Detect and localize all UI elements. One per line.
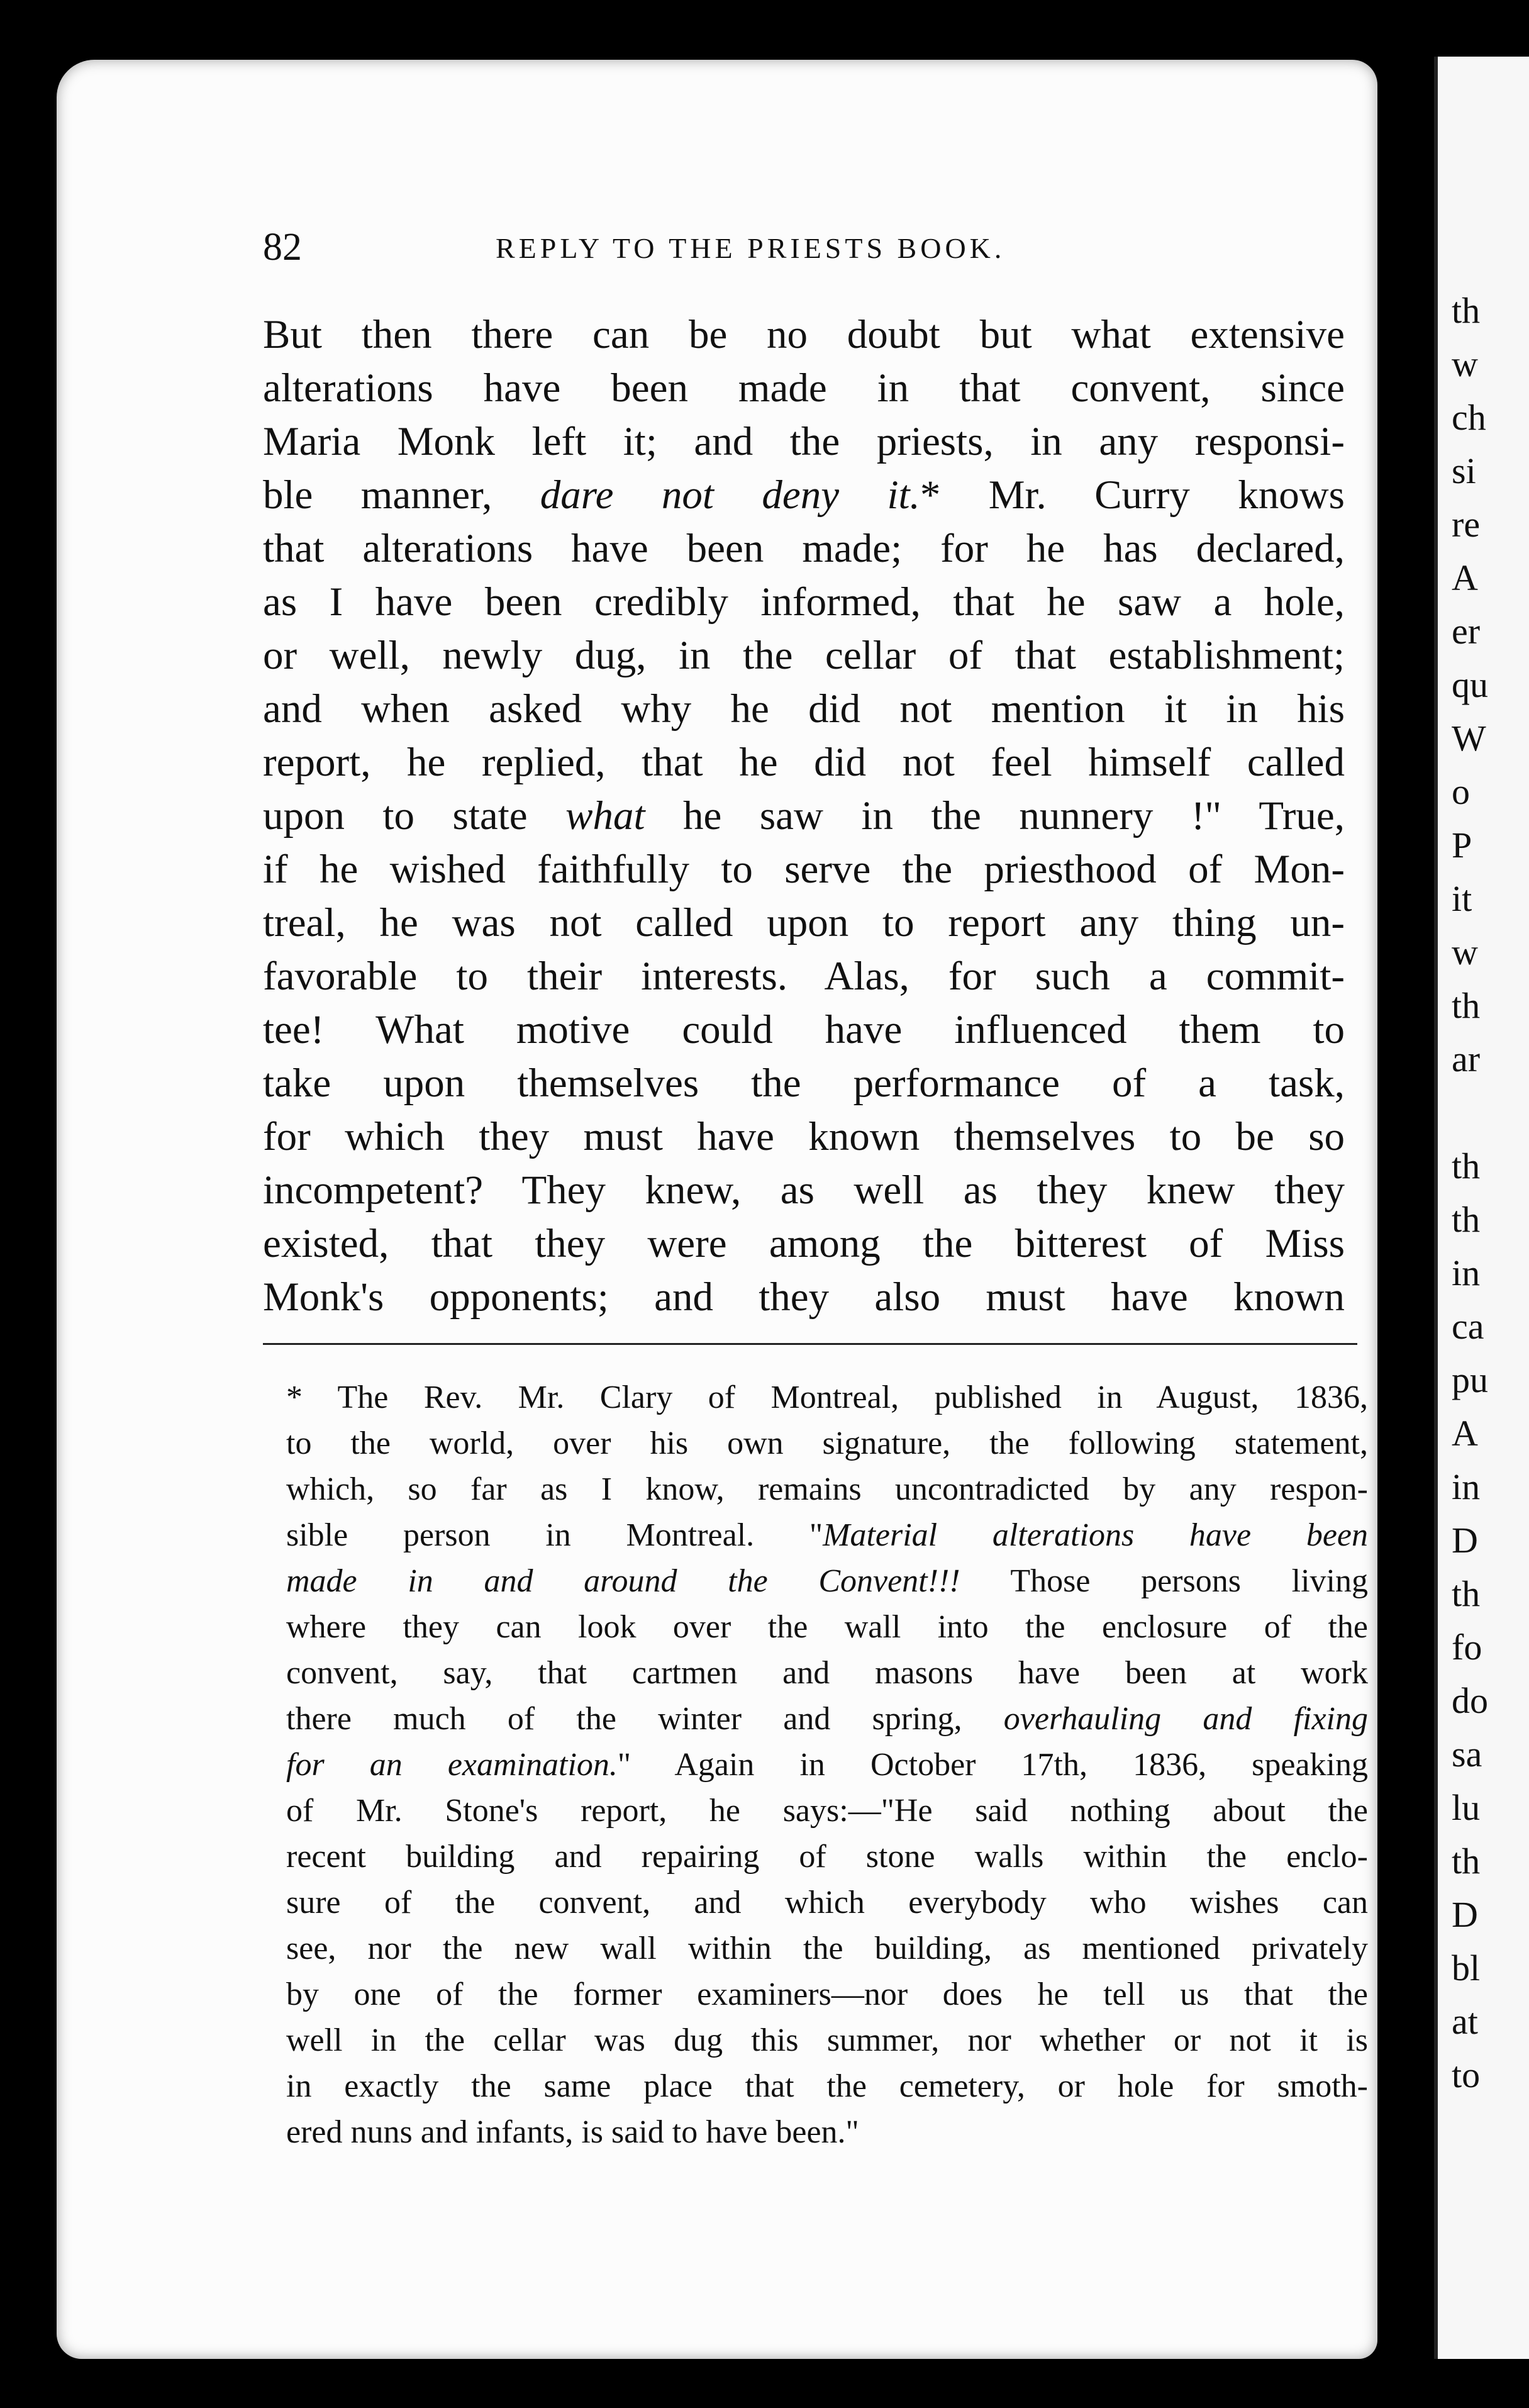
text-segment: convent, say, that cartmen and masons have been at work [286, 1655, 1368, 1691]
text-segment: well in the cellar was dug this summer, nor whether or not it is [286, 2022, 1368, 2058]
body-line [263, 683, 1345, 736]
facing-page-fragment: th [1452, 1145, 1481, 1186]
facing-page-fragment: bl [1452, 1948, 1481, 1988]
facing-page-fragment: in [1452, 1252, 1481, 1293]
footnote-line [286, 1880, 1368, 1926]
footnote-line [286, 1650, 1368, 1696]
text-segment: sure of the convent, and which everybody who wishes can [286, 1885, 1368, 1920]
text-segment: sible person in Montreal. " [286, 1517, 823, 1553]
footnote-line [286, 1374, 1368, 1420]
facing-page-fragment: at [1452, 2001, 1478, 2042]
page-number: 82 [263, 226, 302, 269]
body-line [263, 736, 1345, 789]
facing-page-fragment: th [1452, 1841, 1481, 1881]
facing-page-fragment: to [1452, 2054, 1481, 2095]
facing-page-fragment: pu [1452, 1359, 1488, 1400]
footnote [286, 1374, 1368, 2155]
body-line [263, 362, 1345, 415]
text-segment: in exactly the same place that the cemetery, or hole for smoth- [286, 2068, 1368, 2104]
footnote-line [286, 1834, 1368, 1880]
text-segment: ered nuns and infants, is said to have been." [286, 2114, 859, 2150]
facing-page-fragment: w [1452, 343, 1478, 384]
italic-text: dare not deny it. [540, 472, 920, 518]
facing-page-fragment: ch [1452, 397, 1486, 438]
text-segment: treal, he was not called upon to report any thing un- [263, 900, 1345, 945]
footnote-line [286, 2109, 1368, 2155]
body-line [263, 950, 1345, 1003]
body-line [263, 522, 1345, 576]
facing-page-fragment: sa [1452, 1734, 1482, 1775]
body-line [263, 308, 1345, 362]
page-header [263, 225, 1364, 276]
text-segment: that alterations have been made; for he has declared, [263, 526, 1345, 571]
body-line [263, 843, 1345, 896]
footnote-line [286, 1696, 1368, 1742]
text-segment: recent building and repairing of stone walls within the enclo- [286, 1839, 1368, 1875]
facing-page-fragment: A [1452, 1413, 1478, 1454]
body-line [263, 896, 1345, 950]
text-segment: Monk's opponents; and they also must have known [263, 1274, 1345, 1320]
facing-page-fragment: ar [1452, 1039, 1481, 1079]
body-line [263, 1217, 1345, 1271]
facing-page-fragment: lu [1452, 1787, 1481, 1828]
text-segment: existed, that they were among the bitterest of Miss [263, 1221, 1345, 1266]
facing-page-fragment: re [1452, 504, 1481, 545]
facing-page-fragment: si [1452, 450, 1476, 491]
text-segment: where they can look over the wall into the enclosure of the [286, 1609, 1368, 1645]
text-segment: which, so far as I know, remains uncontradicted by any respon- [286, 1471, 1368, 1507]
facing-page-fragment: do [1452, 1680, 1488, 1721]
body-text [263, 308, 1345, 1324]
footnote-line [286, 1420, 1368, 1466]
facing-page-fragment: th [1452, 290, 1481, 331]
body-line [263, 1164, 1345, 1217]
footnote-line [286, 2063, 1368, 2109]
text-segment: he saw in the nunnery !" True, [645, 793, 1345, 839]
body-line [263, 789, 1345, 843]
facing-page-fragment: o [1452, 771, 1470, 812]
text-segment: * Mr. Curry knows [920, 472, 1345, 518]
body-line [263, 415, 1345, 469]
facing-page-fragment: er [1452, 611, 1481, 652]
facing-page-edge [1434, 57, 1529, 2359]
body-line [263, 469, 1345, 522]
text-segment: of Mr. Stone's report, he says:—"He said nothing about the [286, 1793, 1368, 1829]
italic-text: made in and around the Convent!!! [286, 1563, 960, 1599]
footnote-line [286, 2017, 1368, 2063]
footnote-line [286, 1742, 1368, 1788]
footnote-line [286, 1971, 1368, 2017]
text-segment: to the world, over his own signature, the following statement, [286, 1425, 1368, 1461]
text-segment: " Again in October 17th, 1836, speaking [617, 1747, 1368, 1783]
footnote-line [286, 1558, 1368, 1604]
facing-page-fragment: fo [1452, 1627, 1482, 1668]
text-segment: Those persons living [960, 1563, 1368, 1599]
footnote-line [286, 1604, 1368, 1650]
running-head: REPLY TO THE PRIESTS BOOK. [496, 232, 1006, 264]
italic-text: overhauling and fixing [1003, 1701, 1368, 1737]
text-segment: by one of the former examiners—nor does he tell us that the [286, 1976, 1368, 2012]
italic-text: for an examination. [286, 1747, 618, 1783]
body-line [263, 576, 1345, 629]
text-segment: for which they must have known themselves to be so [263, 1114, 1345, 1159]
facing-page-fragment: W [1452, 718, 1486, 759]
facing-page-fragment: ca [1452, 1306, 1484, 1347]
text-segment: and when asked why he did not mention it in his [263, 686, 1345, 732]
text-segment: alterations have been made in that convent, since [263, 365, 1345, 411]
text-segment: incompetent? They knew, as well as they knew they [263, 1168, 1345, 1213]
text-segment: upon to state [263, 793, 566, 839]
body-line [263, 1110, 1345, 1164]
text-segment: there much of the winter and spring, [286, 1701, 1004, 1737]
text-segment: ble manner, [263, 472, 540, 518]
text-segment: tee! What motive could have influenced them to [263, 1007, 1345, 1052]
text-segment: or well, newly dug, in the cellar of that establishment; [263, 633, 1345, 678]
footnote-line [286, 1926, 1368, 1971]
facing-page-fragment: A [1452, 557, 1478, 598]
facing-page-fragment: P [1452, 825, 1472, 866]
body-line [263, 1057, 1345, 1110]
italic-text: what [565, 793, 645, 839]
facing-page-fragment: th [1452, 1199, 1481, 1240]
facing-page-fragment: th [1452, 985, 1481, 1026]
facing-page-fragment: D [1452, 1894, 1478, 1935]
facing-page-fragment: th [1452, 1573, 1481, 1614]
text-segment: if he wished faithfully to serve the priesthood of Mon- [263, 847, 1345, 892]
text-segment: But then there can be no doubt but what extensive [263, 312, 1345, 357]
body-line [263, 629, 1345, 683]
facing-page-fragment: D [1452, 1520, 1478, 1561]
italic-text: Material alterations have been [823, 1517, 1368, 1553]
text-segment: favorable to their interests. Alas, for such a commit- [263, 954, 1345, 999]
facing-page-fragment: qu [1452, 664, 1488, 705]
footnote-line [286, 1512, 1368, 1558]
footnote-rule [263, 1343, 1357, 1345]
body-line [263, 1003, 1345, 1057]
facing-page-fragment: it [1452, 878, 1472, 919]
text-segment: report, he replied, that he did not feel himself called [263, 740, 1345, 785]
body-line [263, 1271, 1345, 1324]
text-segment: take upon themselves the performance of a task, [263, 1061, 1345, 1106]
text-segment: * The Rev. Mr. Clary of Montreal, published in August, 1836, [286, 1380, 1368, 1415]
footnote-line [286, 1788, 1368, 1834]
text-segment: Maria Monk left it; and the priests, in any responsi- [263, 419, 1345, 464]
footnote-line [286, 1466, 1368, 1512]
text-segment: see, nor the new wall within the building, as mentioned privately [286, 1931, 1368, 1966]
facing-page-fragment: w [1452, 932, 1478, 973]
text-segment: as I have been credibly informed, that he saw a hole, [263, 579, 1345, 625]
facing-page-fragment: in [1452, 1466, 1481, 1507]
